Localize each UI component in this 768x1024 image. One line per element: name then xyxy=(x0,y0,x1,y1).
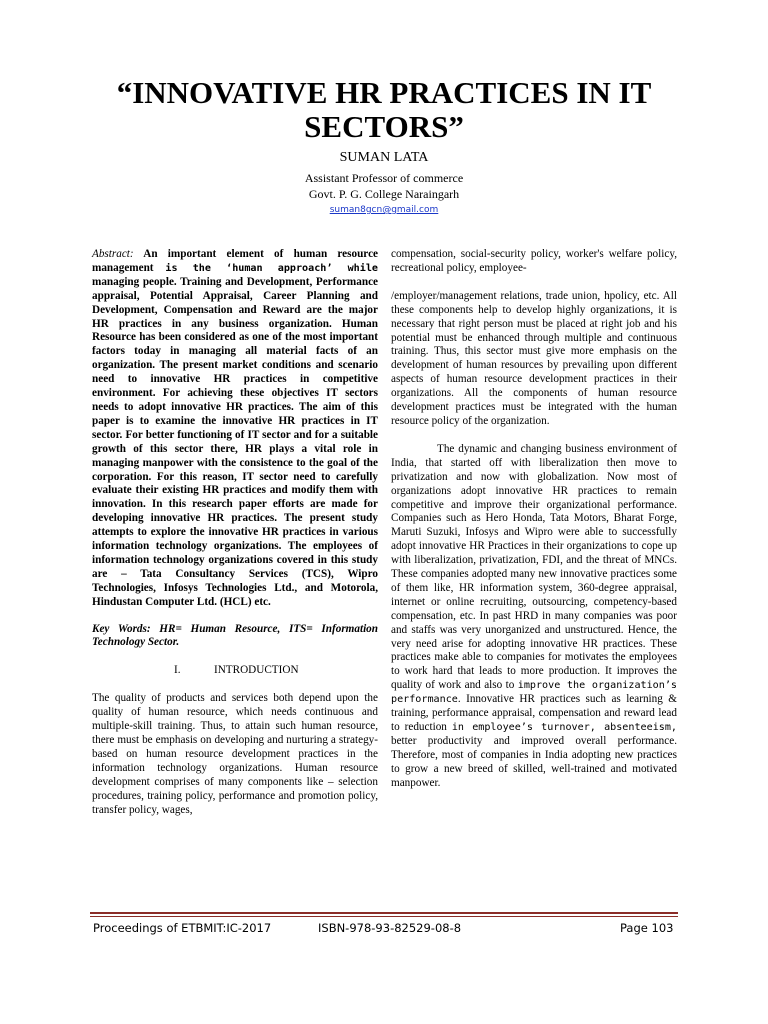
right-paragraph-1: compensation, social-security policy, worker's welfare policy, recreational policy, employee- xyxy=(391,248,677,274)
author-position: Assistant Professor of commerce xyxy=(304,171,464,185)
section-heading xyxy=(92,664,378,678)
right-column xyxy=(391,248,677,791)
abstract-paragraph xyxy=(92,248,378,610)
right-paragraph-3-mono1: improve the organization’s performance xyxy=(391,680,677,706)
intro-paragraph: The quality of products and services both depend upon the quality of human resource, which needs continuous and multiple-skill training. Thus, to attain such human resource, there must be emphasis on developing and nurturing a strategy-based on human resource development practices in the information technology organizations. Human resource development comprises of many components like – selection procedures, training policy, performance and promotion policy, transfer policy, wages, xyxy=(92,692,378,816)
paper-title: “INNOVATIVE HR PRACTICES IN IT SECTORS” xyxy=(116,75,652,144)
footer-proceedings: Proceedings of ETBMIT:IC-2017 xyxy=(93,921,272,935)
footer-rule-thick xyxy=(90,912,678,914)
footer-isbn: ISBN-978-93-82529-08-8 xyxy=(318,921,462,935)
author-email-link[interactable]: suman8gcn@gmail.com xyxy=(329,205,439,215)
footer-rule-thin xyxy=(90,916,678,917)
right-paragraph-3-mono2: in employee’s turnover, absenteeism, xyxy=(451,722,678,733)
abstract-text-2: managing people. Training and Development, Performance appraisal, Potential Appraisal, Career Planning and Development, Compensation and Reward are the major HR practices in any business organization. Human Resource has been considered as one of the most important factors today in managing all material facts of an organization. The present market conditions and scenario need to innovative HR practices in competitive environment. For achieving these objectives IT sectors needs to adopt innovative HR practices. The aim of this paper is to examine the innovative HR practices in IT sector. For better functioning of IT sector and for a suitable growth of this sector there, HR plays a vital role in managing manpower with the consistence to the goal of the corporation. For this reason, IT sector need to carefully evaluate their existing HR practices and modify them with innovation. In this research paper efforts are made for developing innovative HR practices. The present study attempts to explore the innovative HR practices in various information technology organizations. The employees of information technology organizations covered in this study are – Tata Consultancy Services (TCS), Wipro Technologies, Infosys Technologies Ltd., and Motorola, Hindustan Computer Ltd. (HCL) etc. xyxy=(92,275,378,608)
right-paragraph-3b: . Innovative HR practices such as learning & training, performance appraisal, compensation and reward lead to reduction xyxy=(391,693,677,733)
right-paragraph-2: /employer/management relations, trade union, hpolicy, etc. All these components help to develop highly organizations, it is necessary that right person must be placed at right job and his potential must be enhanced through multiple and continuous training. Thus, this sector must give more emphasis on the development of human resources by prevailing upon different aspects of human resource development practices in their organizations. All the components of human resource development practices must be integrated with the human resource policy of the organization. xyxy=(391,289,677,427)
section-number: I. xyxy=(174,664,181,677)
author-institution: Govt. P. G. College Naraingarh xyxy=(308,187,460,201)
section-title: INTRODUCTION xyxy=(214,664,299,677)
author-name: SUMAN LATA xyxy=(339,150,429,165)
abstract-text-mono: is the ‘human approach’ while xyxy=(165,262,378,274)
right-paragraph-3c: better productivity and improved overall performance. Therefore, most of companies in India adopting new practices to grow a new breed of skilled, well-trained and motivated manpower. xyxy=(391,734,677,789)
abstract-lead: Abstract: xyxy=(92,248,134,260)
right-paragraph-3a: The dynamic and changing business environment of India, that started off with liberalization then move to privatization and now with globalization. Now most of organizations adopt innovative HR practices to remain competitive and improve their organizational performance. Companies such as Hero Honda, Tata Motors, Bharat Forge, Maruti Suzuki, Infosys and Wipro were able to successfully adopt innovative HR Practices in their organizations to cope up with liberalization, privatization, FDI, and the threat of MNCs. These companies adopted many new innovative practices some of them like, HR information system, 360-degree appraisal, internet or online recruiting, outsourcing, competency-based compensation, etc. In past HRD in many companies was poor and staffs was very unorganized and unstructured. Hence, the very need arise for adopting innovative HR practices. These practices make able to companies for motivates the employees to work hard that leads to more production. It improves the quality of work and also to xyxy=(391,442,677,692)
keywords-paragraph: Key Words: HR= Human Resource, ITS= Information Technology Sector. xyxy=(92,622,378,649)
right-paragraph-3 xyxy=(391,443,677,791)
footer-page-number: Page 103 xyxy=(620,921,674,935)
abstract-text-1: An important element of human resource management xyxy=(92,248,378,274)
left-column xyxy=(92,248,378,817)
